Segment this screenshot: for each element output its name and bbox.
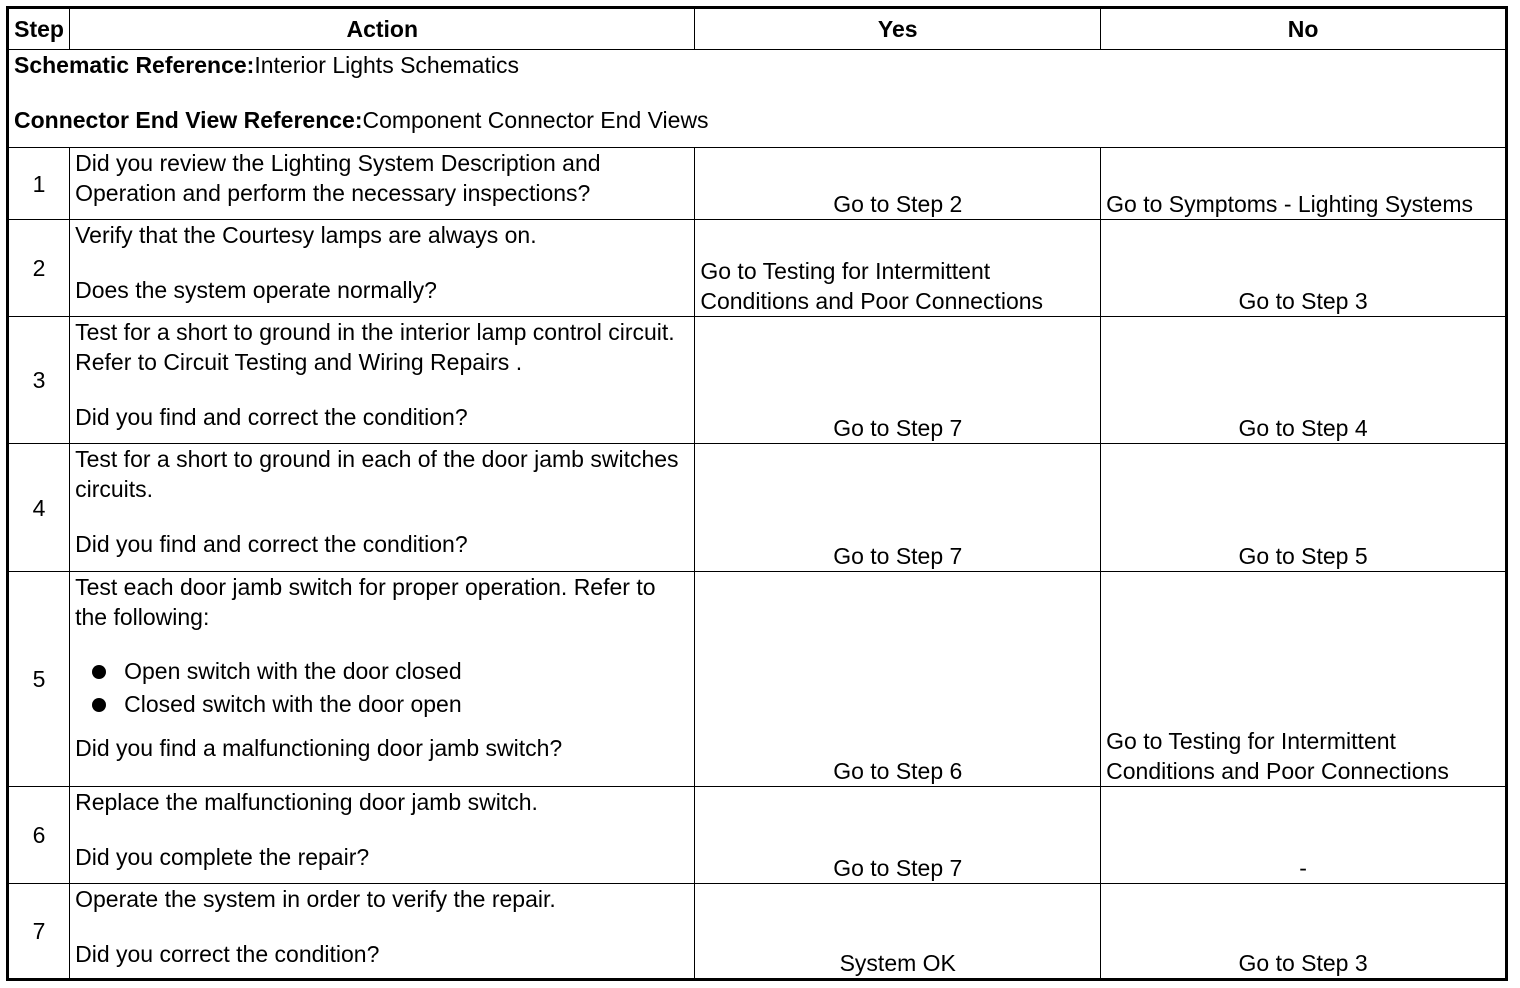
step-action	[70, 572, 695, 787]
no-result: -	[1101, 787, 1507, 884]
step-action	[70, 148, 695, 220]
step-action	[70, 444, 695, 572]
no-result[interactable]: Go to Step 3	[1101, 884, 1507, 980]
table-row	[8, 148, 1507, 220]
action-text: Test for a short to ground in the interior lamp control circuit. Refer to Circuit Testing and Wiring Repairs .	[75, 319, 675, 375]
step-number: 4	[8, 444, 70, 572]
step-number: 2	[8, 220, 70, 317]
no-result[interactable]: Go to Step 3	[1101, 220, 1507, 317]
step-action	[70, 220, 695, 317]
table-row	[8, 884, 1507, 980]
action-text: Verify that the Courtesy lamps are always on.	[75, 222, 537, 248]
no-result[interactable]: Go to Symptoms - Lighting Systems	[1101, 148, 1507, 220]
table-row	[8, 787, 1507, 884]
step-number: 3	[8, 317, 70, 444]
no-result[interactable]: Go to Testing for Intermittent Conditions and Poor Connections	[1101, 572, 1507, 787]
yes-result[interactable]: System OK	[695, 884, 1101, 980]
reference-row	[8, 50, 1507, 148]
header-yes: Yes	[695, 8, 1101, 50]
action-text: Replace the malfunctioning door jamb switch.	[75, 789, 538, 815]
schematic-reference	[14, 50, 1500, 80]
yes-result[interactable]: Go to Step 7	[695, 444, 1101, 572]
table-row	[8, 220, 1507, 317]
no-result[interactable]: Go to Step 4	[1101, 317, 1507, 444]
action-text: Did you review the Lighting System Description and Operation and perform the necessary inspections?	[75, 150, 601, 206]
schematic-reference-label: Schematic Reference:	[14, 52, 255, 78]
table-row	[8, 317, 1507, 444]
table-row	[8, 572, 1507, 787]
schematic-reference-link[interactable]: Interior Lights Schematics	[254, 52, 519, 78]
action-text: Test for a short to ground in each of the door jamb switches circuits.	[75, 446, 679, 502]
no-result[interactable]: Go to Step 5	[1101, 444, 1507, 572]
list-item: Open switch with the door closed	[75, 655, 689, 688]
step-number: 7	[8, 884, 70, 980]
list-item: Closed switch with the door open	[75, 688, 689, 721]
table-row	[8, 444, 1507, 572]
connector-reference	[14, 105, 1500, 135]
yes-result[interactable]: Go to Testing for Intermittent Conditions and Poor Connections	[695, 220, 1101, 317]
step-action	[70, 787, 695, 884]
action-text: Operate the system in order to verify the repair.	[75, 886, 556, 912]
yes-result[interactable]: Go to Step 6	[695, 572, 1101, 787]
step-action	[70, 884, 695, 980]
header-no: No	[1101, 8, 1507, 50]
header-action: Action	[70, 8, 695, 50]
diagnostic-table	[6, 6, 1508, 981]
step-number: 5	[8, 572, 70, 787]
action-question: Did you complete the repair?	[75, 844, 370, 870]
yes-result[interactable]: Go to Step 2	[695, 148, 1101, 220]
yes-result[interactable]: Go to Step 7	[695, 787, 1101, 884]
reference-cell	[8, 50, 1507, 148]
step-number: 6	[8, 787, 70, 884]
action-question: Did you correct the condition?	[75, 941, 380, 967]
connector-reference-link[interactable]: Component Connector End Views	[362, 107, 709, 133]
header-row	[8, 8, 1507, 50]
connector-reference-label: Connector End View Reference:	[14, 107, 363, 133]
step-action	[70, 317, 695, 444]
action-question: Did you find and correct the condition?	[75, 404, 468, 430]
action-question: Does the system operate normally?	[75, 277, 437, 303]
condition-list	[75, 655, 689, 721]
header-step: Step	[8, 8, 70, 50]
yes-result[interactable]: Go to Step 7	[695, 317, 1101, 444]
action-question: Did you find a malfunctioning door jamb switch?	[75, 735, 563, 761]
action-text: Test each door jamb switch for proper operation. Refer to the following:	[75, 574, 656, 630]
step-number: 1	[8, 148, 70, 220]
action-question: Did you find and correct the condition?	[75, 531, 468, 557]
